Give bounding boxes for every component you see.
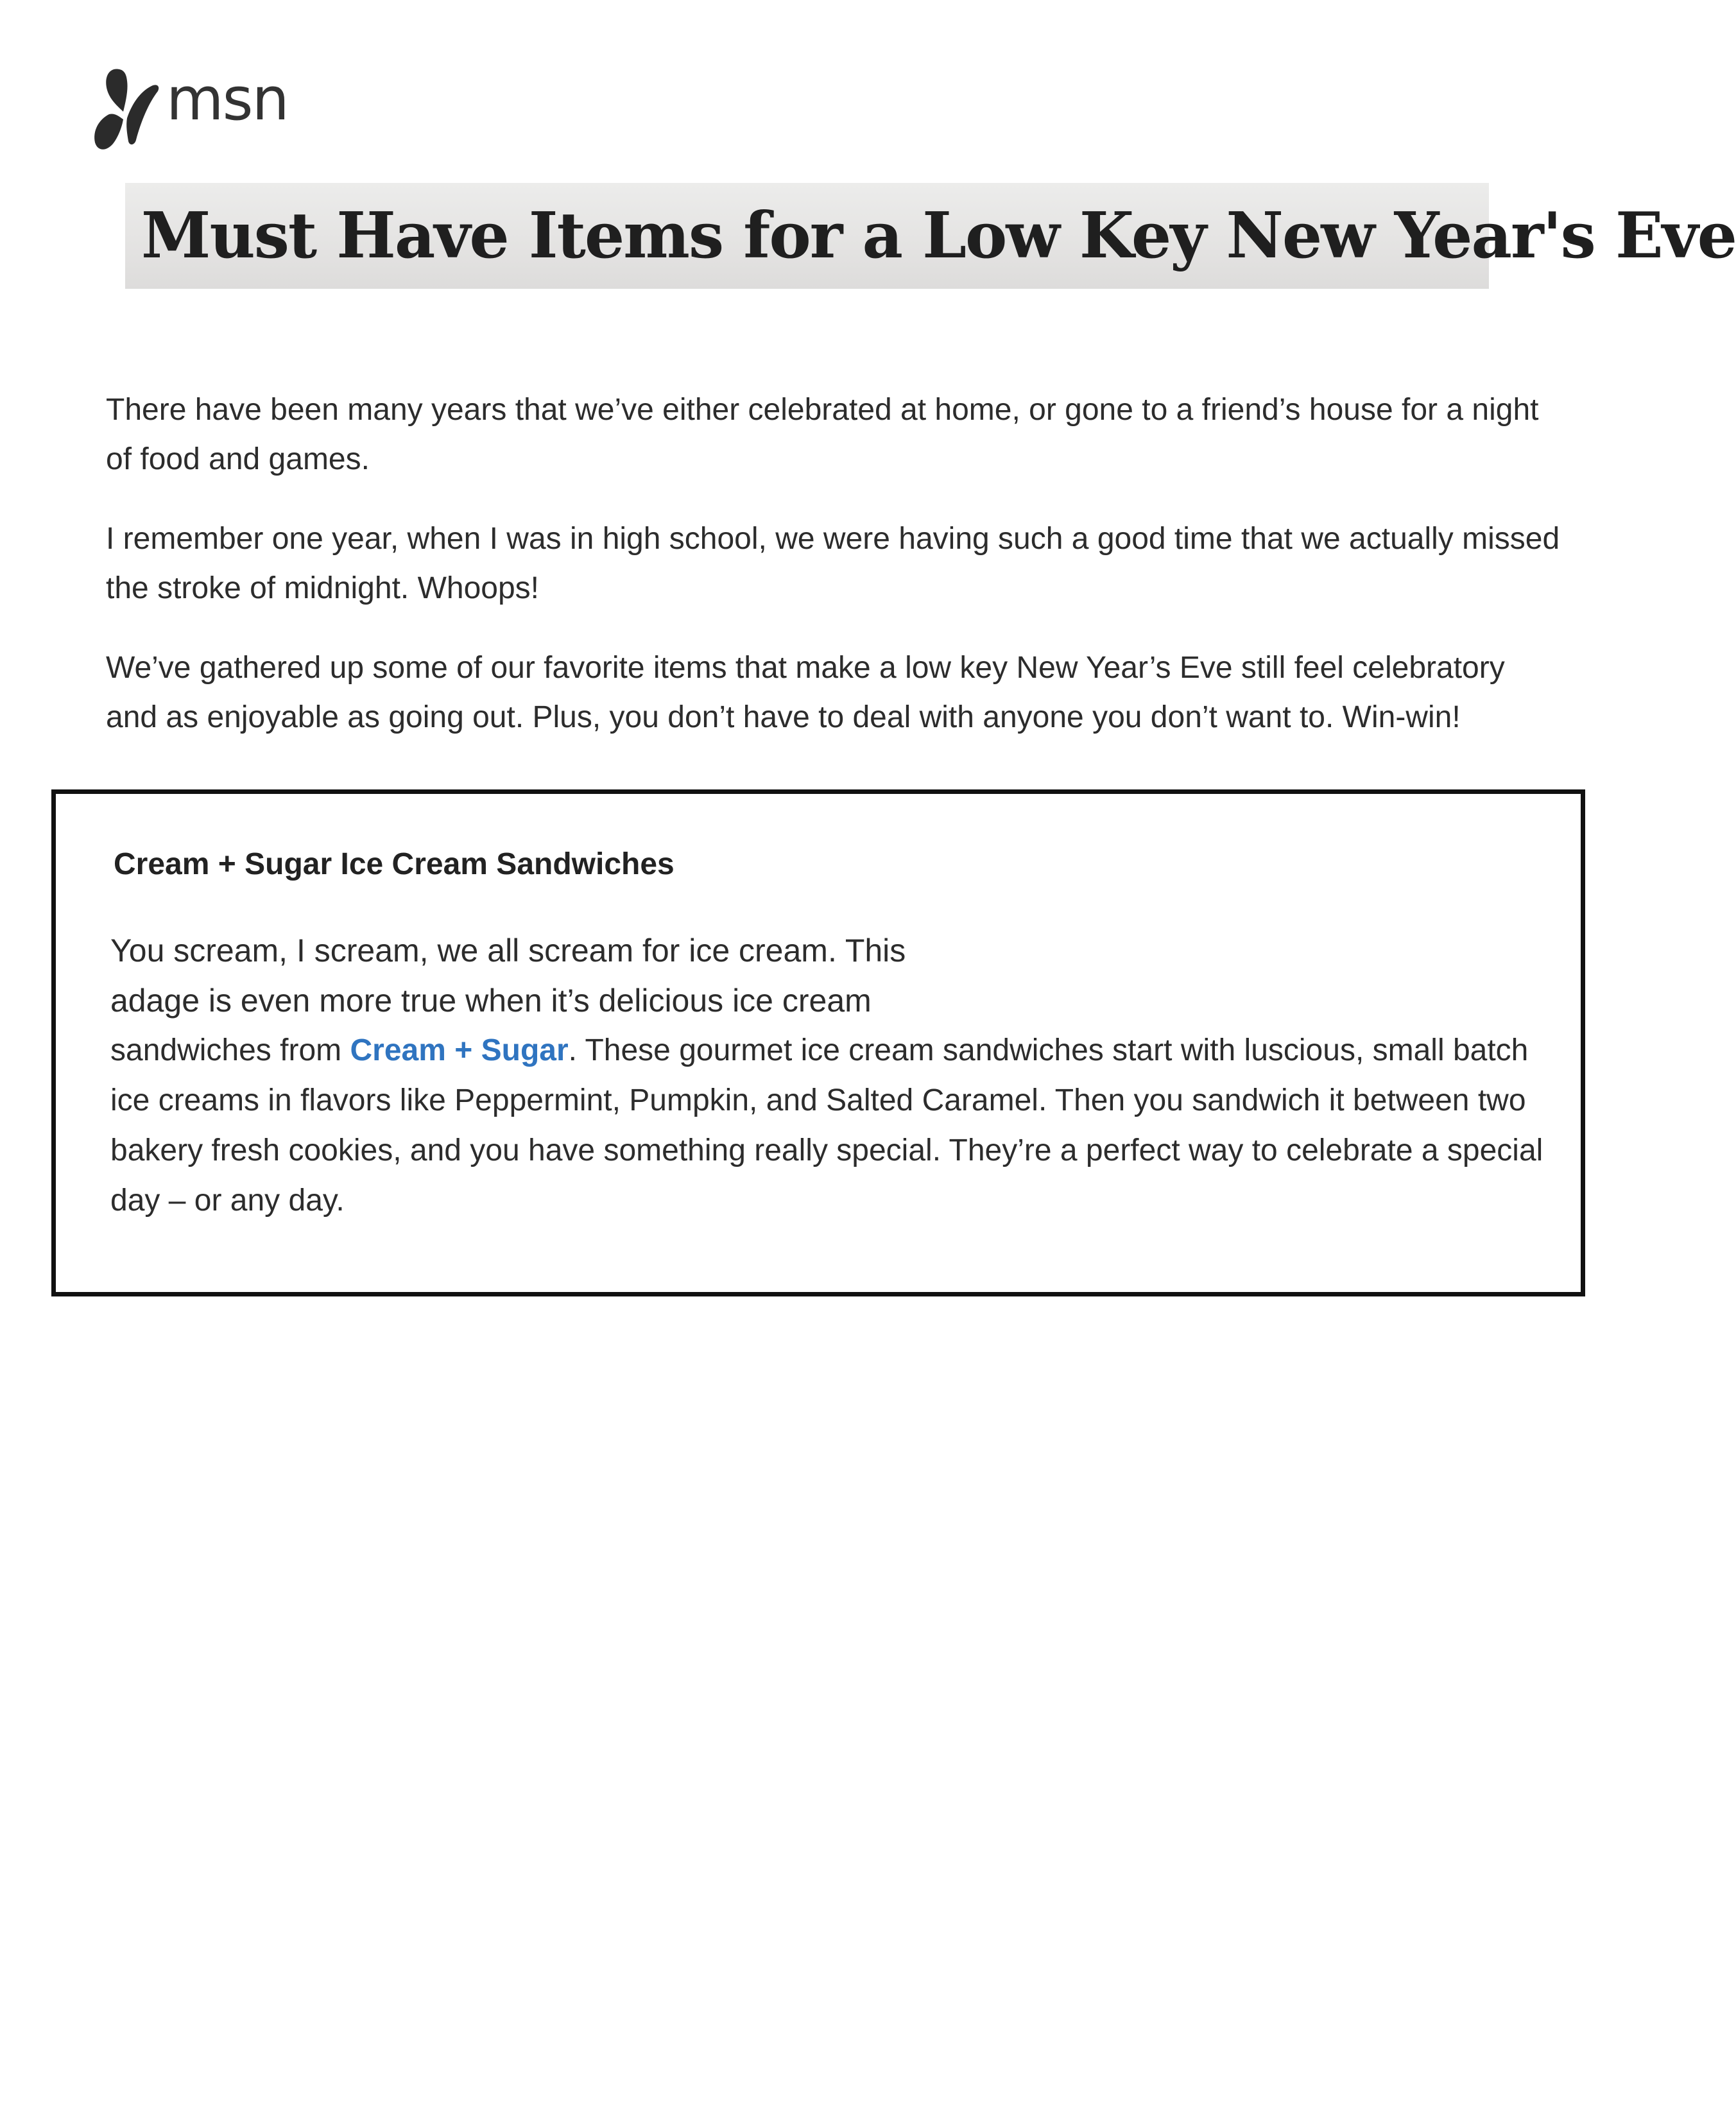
title-banner (125, 183, 1736, 289)
product-description (110, 926, 1548, 1226)
product-text-before-link: sandwiches from (110, 1033, 350, 1067)
product-text-after-link: . These gourmet ice cream sandwiches start with luscious, small batch ice creams in flavors like Peppermint, Pumpkin, and Salted Caramel. Then you sandwich it between two bakery fresh cookies, and you have something really special. They’re a perfect way to celebrate a special day – or any day. (110, 1033, 1543, 1218)
intro-paragraph: There have been many years that we’ve either celebrated at home, or gone to a friend’s house for a night of food and games. (106, 393, 1539, 476)
intro-paragraph: I remember one year, when I was in high school, we were having such a good time that we actually missed the stroke of midnight. Whoops! (106, 522, 1560, 605)
butterfly-icon (90, 64, 164, 154)
intro-paragraph: We’ve gathered up some of our favorite items that make a low key New Year’s Eve still feel celebratory and as enjoyable as going out. Plus, you don’t have to deal with anyone you don’t want to. Win-win! (106, 651, 1505, 734)
cream-sugar-link[interactable]: Cream + Sugar (350, 1033, 569, 1067)
product-title: Cream + Sugar Ice Cream Sandwiches (114, 847, 675, 881)
article-title: Must Have Items for a Low Key New Year's Eve (141, 198, 1736, 273)
msn-logo-text: msn (166, 65, 288, 133)
product-lead-text: You scream, I scream, we all scream for ice cream. This adage is even more true when it’s delicious ice cream (110, 933, 906, 1019)
msn-logo[interactable] (90, 61, 288, 157)
product-card (51, 789, 1585, 1296)
article-intro (106, 385, 1563, 772)
